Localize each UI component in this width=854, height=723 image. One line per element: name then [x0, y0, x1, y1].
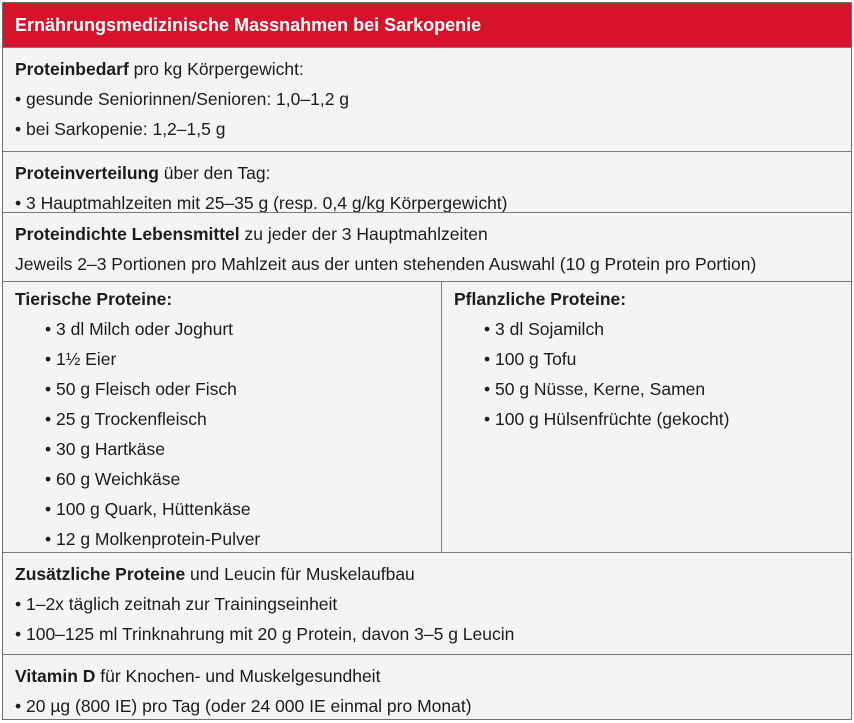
- section-additional-proteins: [3, 552, 851, 654]
- sarcopenia-table: [2, 2, 852, 720]
- section-protein-distribution: [3, 151, 851, 212]
- section-heading: [15, 54, 851, 84]
- protein-columns: [3, 281, 851, 552]
- bullet-item: • 1–2x täglich zeitnah zur Trainingseinheit: [15, 594, 338, 614]
- list-item: • 3 dl Sojamilch: [484, 319, 604, 339]
- heading-bold: Proteinbedarf: [15, 59, 129, 79]
- section-heading: [15, 219, 851, 249]
- list-item: • 30 g Hartkäse: [45, 439, 165, 459]
- list-item: • 3 dl Milch oder Joghurt: [45, 319, 234, 339]
- list-item: • 100 g Tofu: [484, 349, 577, 369]
- section-heading: [15, 661, 851, 691]
- list-item: • 50 g Fleisch oder Fisch: [45, 379, 237, 399]
- bullet-item: • gesunde Seniorinnen/Senioren: 1,0–1,2 g: [15, 89, 350, 109]
- list-item: • 60 g Weichkäse: [45, 469, 181, 489]
- heading-bold: Vitamin D: [15, 666, 96, 686]
- section-protein-foods: [3, 212, 851, 552]
- bullet-item: • 3 Hauptmahlzeiten mit 25–35 g (resp. 0,4 g/kg Körpergewicht): [15, 193, 508, 212]
- list-item: • 100 g Hülsenfrüchte (gekocht): [484, 409, 730, 429]
- section-protein-requirement: [3, 47, 851, 151]
- section-vitamin-d: [3, 654, 851, 719]
- list-item: • 12 g Molkenprotein-Pulver: [45, 529, 261, 549]
- bullet-item: • bei Sarkopenie: 1,2–1,5 g: [15, 119, 226, 139]
- bullet-item: • 100–125 ml Trinknahrung mit 20 g Protein, davon 3–5 g Leucin: [15, 624, 515, 644]
- section-heading: [15, 559, 851, 589]
- section-heading: [15, 158, 851, 188]
- table-title: Ernährungsmedizinische Massnahmen bei Sarkopenie: [3, 3, 851, 47]
- portion-note: Jeweils 2–3 Portionen pro Mahlzeit aus der unten stehenden Auswahl (10 g Protein pro Portion): [15, 254, 757, 274]
- list-item: • 1½ Eier: [45, 349, 117, 369]
- animal-proteins-column: [3, 282, 442, 552]
- plant-proteins-column: [442, 282, 851, 552]
- heading-rest: über den Tag:: [158, 163, 271, 183]
- heading-bold: Proteindichte Lebensmittel: [15, 224, 240, 244]
- list-item: • 50 g Nüsse, Kerne, Samen: [484, 379, 706, 399]
- heading-rest: pro kg Körpergewicht:: [128, 59, 304, 79]
- heading-rest: zu jeder der 3 Hauptmahlzeiten: [239, 224, 488, 244]
- list-item: • 100 g Quark, Hüttenkäse: [45, 499, 251, 519]
- heading-bold: Proteinverteilung: [15, 163, 159, 183]
- bullet-item: • 20 µg (800 IE) pro Tag (oder 24 000 IE einmal pro Monat): [15, 696, 472, 716]
- animal-proteins-heading: Tierische Proteine:: [15, 289, 173, 309]
- heading-rest: für Knochen- und Muskelgesundheit: [95, 666, 381, 686]
- list-item: • 25 g Trockenfleisch: [45, 409, 207, 429]
- heading-rest: und Leucin für Muskelaufbau: [185, 564, 415, 584]
- heading-bold: Zusätzliche Proteine: [15, 564, 186, 584]
- plant-proteins-heading: Pflanzliche Proteine:: [454, 289, 627, 309]
